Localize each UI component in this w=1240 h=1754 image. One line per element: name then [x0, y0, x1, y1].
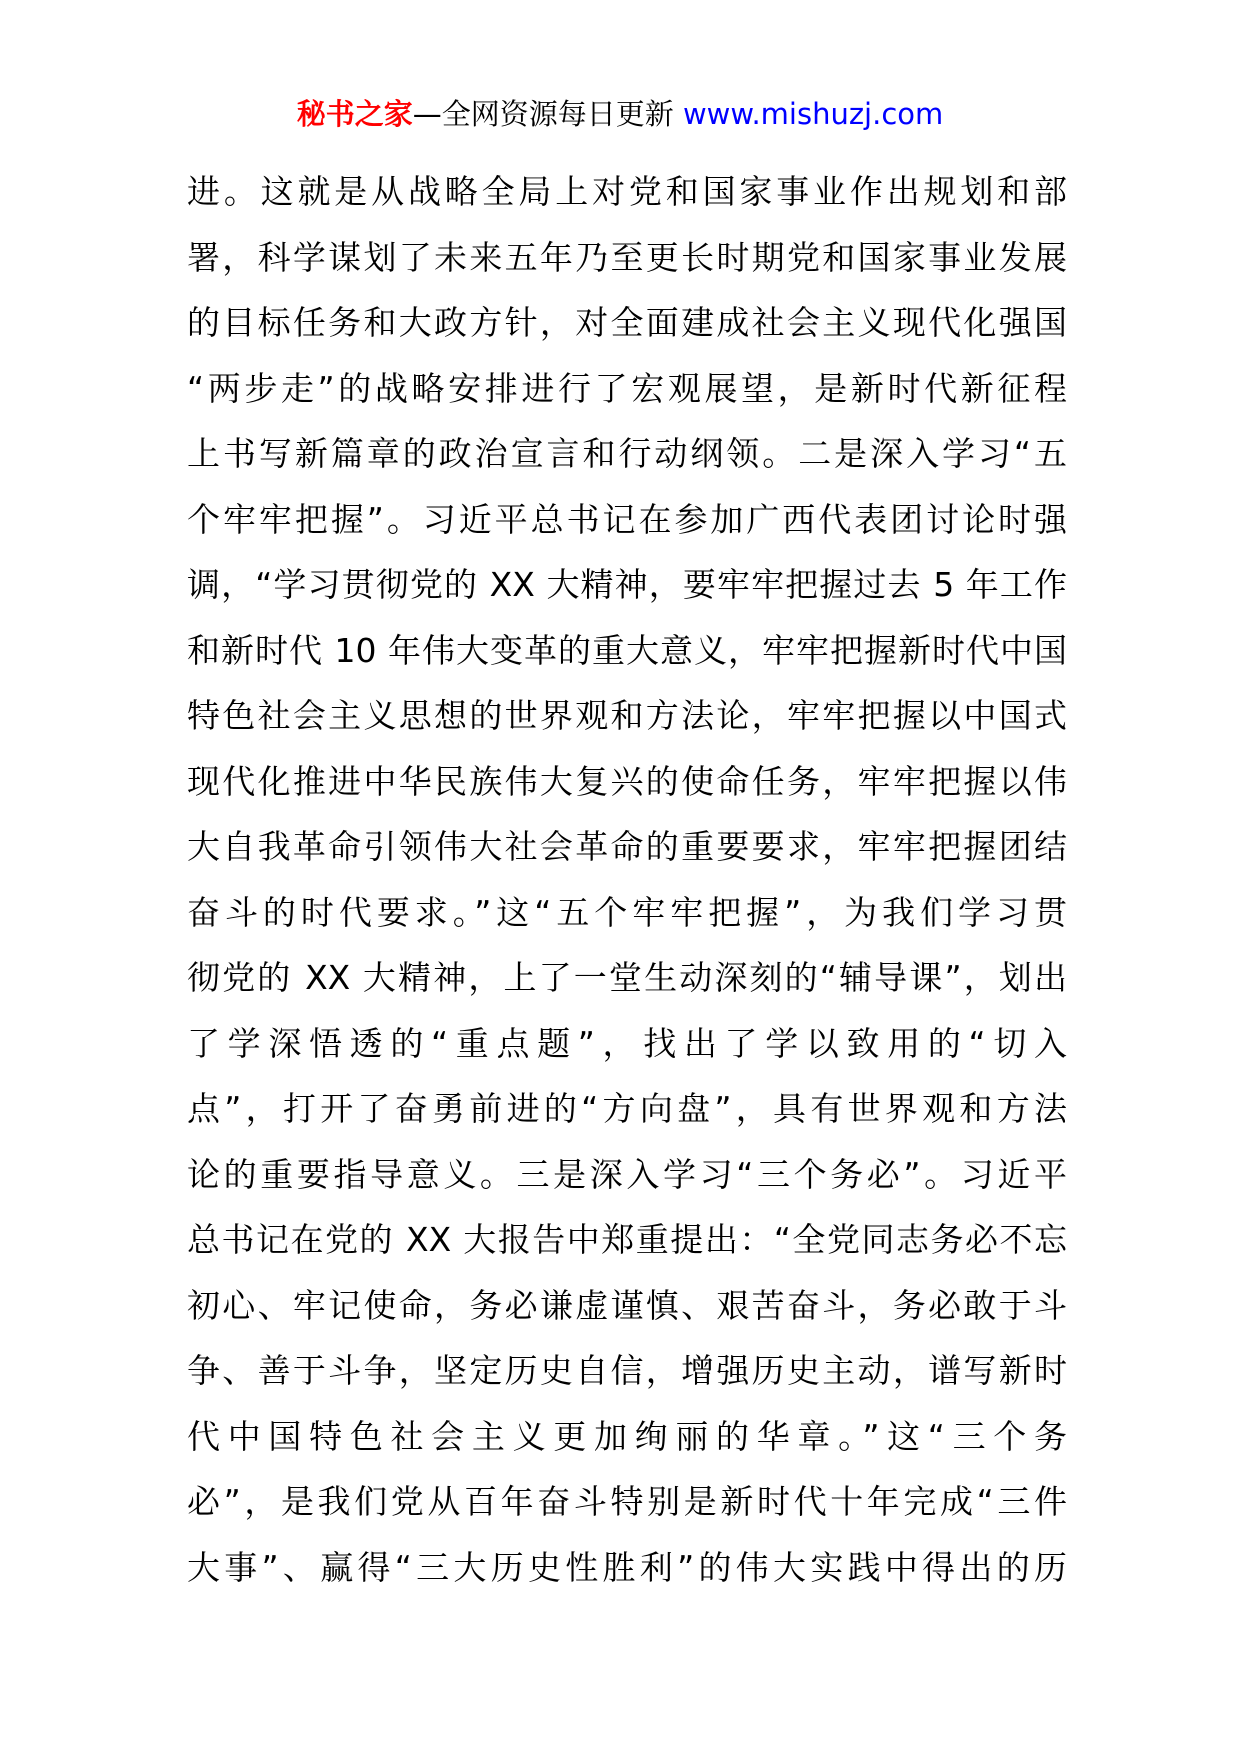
text-line: 了学深悟透的“重点题”，找出了学以致用的“切入	[187, 1023, 1067, 1063]
text-line: 点”，打开了奋勇前进的“方向盘”，具有世界观和方法	[187, 1089, 1067, 1128]
text-line: 和新时代 10 年伟大变革的重大意义，牢牢把握新时代中国	[187, 630, 1067, 670]
site-header	[0, 94, 1240, 134]
text-line: 调，“学习贯彻党的 XX 大精神，要牢牢把握过去 5 年工作	[187, 565, 1067, 604]
text-line: 必”，是我们党从百年奋斗特别是新时代十年完成“三件	[187, 1482, 1067, 1521]
document-body	[187, 159, 1067, 1600]
text-line: 代中国特色社会主义更加绚丽的华章。”这“三个务	[187, 1416, 1067, 1456]
text-line: “两步走”的战略安排进行了宏观展望，是新时代新征程	[187, 368, 1067, 408]
text-line: 署，科学谋划了未来五年乃至更长时期党和国家事业发展	[187, 237, 1067, 277]
text-line: 特色社会主义思想的世界观和方法论，牢牢把握以中国式	[187, 696, 1067, 735]
text-line: 论的重要指导意义。三是深入学习“三个务必”。习近平	[187, 1154, 1067, 1194]
text-line: 总书记在党的 XX 大报告中郑重提出：“全党同志务必不忘	[187, 1220, 1067, 1259]
header-tagline: —全网资源每日更新	[412, 97, 674, 131]
text-line: 进。这就是从战略全局上对党和国家事业作出规划和部	[187, 172, 1067, 211]
text-line: 奋斗的时代要求。”这“五个牢牢把握”，为我们学习贯	[187, 892, 1067, 932]
site-url-link[interactable]: www.mishuzj.com	[682, 97, 944, 131]
text-line: 初心、牢记使命，务必谦虚谨慎、艰苦奋斗，务必敢于斗	[187, 1285, 1067, 1325]
text-line: 彻党的 XX 大精神，上了一堂生动深刻的“辅导课”，划出	[187, 958, 1067, 997]
text-line: 个牢牢把握”。习近平总书记在参加广西代表团讨论时强	[187, 499, 1067, 539]
text-line: 的目标任务和大政方针，对全面建成社会主义现代化强国	[187, 303, 1067, 342]
text-line: 争、善于斗争，坚定历史自信，增强历史主动，谱写新时	[187, 1351, 1067, 1390]
text-line: 上书写新篇章的政治宣言和行动纲领。二是深入学习“五	[187, 434, 1067, 473]
text-line: 大事”、赢得“三大历史性胜利”的伟大实践中得出的历	[187, 1547, 1067, 1587]
text-line: 大自我革命引领伟大社会革命的重要要求，牢牢把握团结	[187, 827, 1067, 866]
text-line: 现代化推进中华民族伟大复兴的使命任务，牢牢把握以伟	[187, 761, 1067, 801]
brand-name: 秘书之家	[296, 97, 413, 131]
